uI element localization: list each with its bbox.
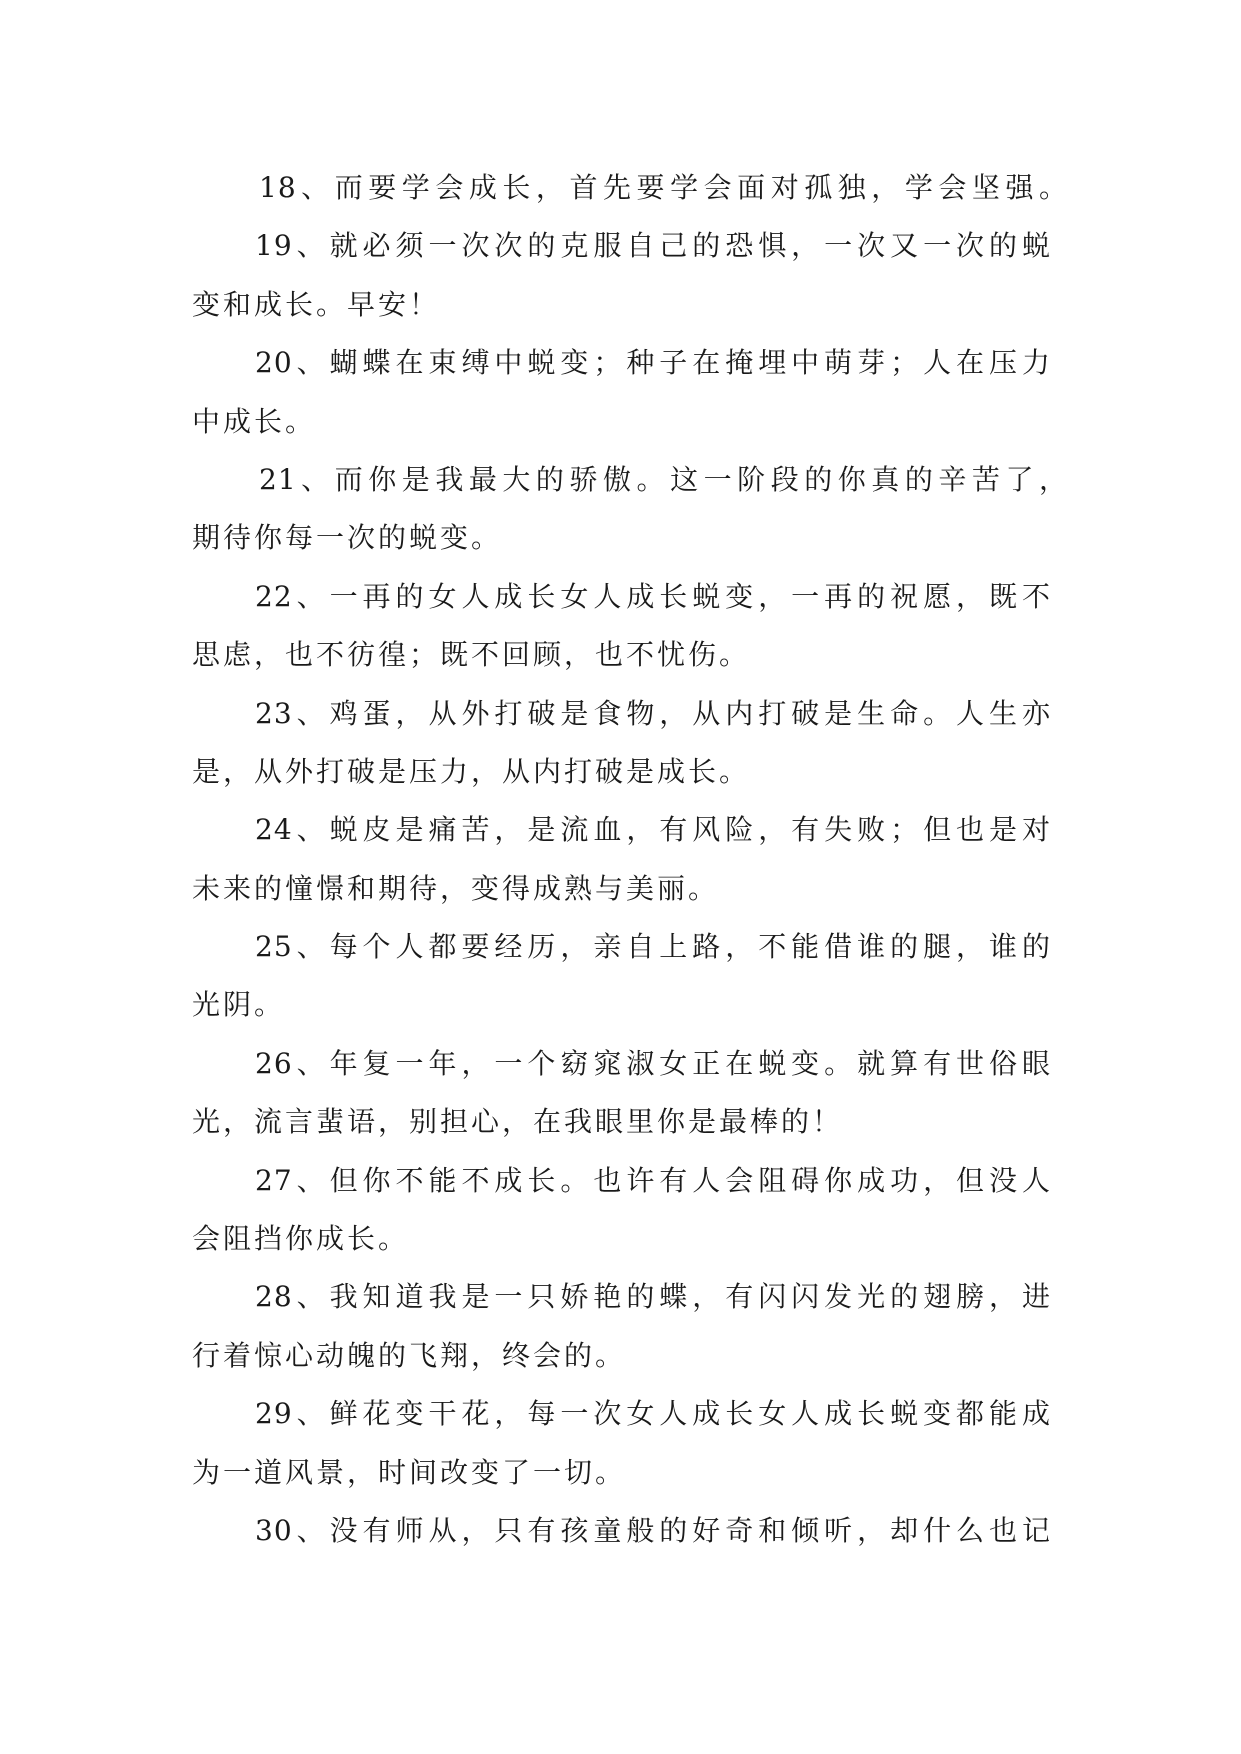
- text-line: 期待你每一次的蜕变。: [192, 521, 503, 555]
- text-line: 为一道风景，时间改变了一切。: [192, 1455, 627, 1489]
- text-line: 未来的憧憬和期待，变得成熟与美丽。: [192, 871, 720, 905]
- text-line: 26、年复一年，一个窈窕淑女正在蜕变。就算有世俗眼: [255, 1046, 1051, 1080]
- text-line: 23、鸡蛋，从外打破是食物，从内打破是生命。人生亦: [255, 696, 1051, 730]
- text-line: 光阴。: [192, 988, 286, 1022]
- paragraph-29: [192, 1385, 1072, 1502]
- paragraph-23: [192, 685, 1072, 802]
- paragraph-19: [192, 217, 1072, 334]
- paragraph-20: [192, 334, 1072, 451]
- text-line: 思虑，也不彷徨；既不回顾，也不忧伤。: [192, 638, 751, 672]
- text-line: 变和成长。早安！: [192, 287, 441, 321]
- text-line: 是，从外打破是压力，从内打破是成长。: [192, 754, 751, 788]
- text-line: 30、没有师从，只有孩童般的好奇和倾听，却什么也记: [255, 1513, 1051, 1547]
- paragraph-26: [192, 1035, 1072, 1152]
- text-line: 19、就必须一次次的克服自己的恐惧，一次又一次的蜕: [255, 229, 1051, 263]
- text-line: 21、而你是我最大的骄傲。这一阶段的你真的辛苦了，: [259, 462, 1068, 496]
- text-line: 24、蜕皮是痛苦，是流血，有风险，有失败；但也是对: [255, 813, 1051, 847]
- text-line: 25、每个人都要经历，亲自上路，不能借谁的腿，谁的: [255, 930, 1051, 964]
- paragraph-25: [192, 918, 1072, 1035]
- text-line: 20、蝴蝶在束缚中蜕变；种子在掩埋中萌芽；人在压力: [255, 346, 1051, 380]
- document-body: [192, 159, 1072, 1560]
- paragraph-30: [192, 1502, 1072, 1560]
- paragraph-21: [192, 451, 1072, 568]
- text-line: 22、一再的女人成长女人成长蜕变，一再的祝愿，既不: [255, 579, 1051, 613]
- text-line: 18、而要学会成长，首先要学会面对孤独，学会坚强。: [259, 171, 1068, 204]
- paragraph-27: [192, 1152, 1072, 1269]
- text-line: 中成长。: [192, 404, 317, 438]
- text-line: 会阻挡你成长。: [192, 1222, 410, 1256]
- text-line: 光，流言蜚语，别担心，在我眼里你是最棒的！: [192, 1105, 844, 1139]
- paragraph-22: [192, 568, 1072, 685]
- text-line: 28、我知道我是一只娇艳的蝶，有闪闪发光的翅膀，进: [255, 1280, 1051, 1314]
- paragraph-24: [192, 801, 1072, 918]
- text-line: 27、但你不能不成长。也许有人会阻碍你成功，但没人: [255, 1163, 1051, 1197]
- text-line: 行着惊心动魄的飞翔，终会的。: [192, 1338, 627, 1372]
- paragraph-28: [192, 1268, 1072, 1385]
- paragraph-18: [192, 159, 1072, 217]
- text-line: 29、鲜花变干花，每一次女人成长女人成长蜕变都能成: [255, 1397, 1051, 1431]
